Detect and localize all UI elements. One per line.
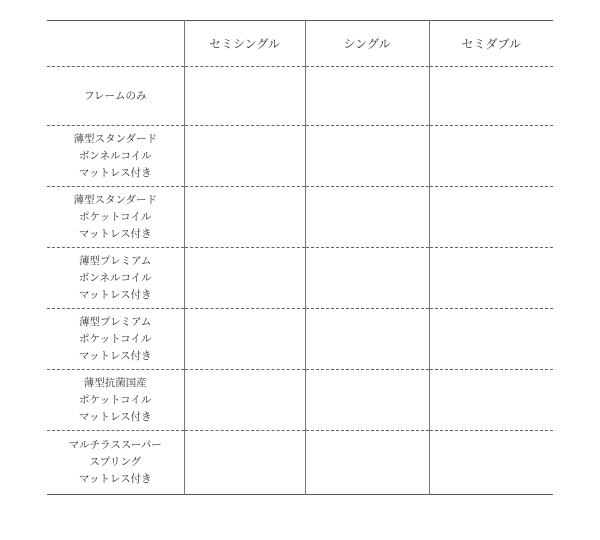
table-cell <box>305 248 429 309</box>
table-cell <box>305 431 429 495</box>
table-cell <box>184 370 305 431</box>
table-cell <box>305 370 429 431</box>
header-semi-double: セミダブル <box>429 21 553 67</box>
table-cell <box>429 248 553 309</box>
table-cell <box>184 431 305 495</box>
header-single: シングル <box>305 21 429 67</box>
table-row <box>47 187 553 248</box>
row-label-line: マットレス付き <box>78 349 152 362</box>
row-label-line: マットレス付き <box>78 410 152 423</box>
row-label-line: マットレス付き <box>78 166 152 179</box>
row-label-line: ボンネルコイル <box>78 149 152 162</box>
table-cell <box>305 67 429 126</box>
table-cell <box>429 370 553 431</box>
row-label-line: ボンネルコイル <box>78 271 152 284</box>
table-cell <box>184 187 305 248</box>
row-label <box>47 187 184 248</box>
table-row <box>47 370 553 431</box>
row-label-line: 薄型プレミアム <box>79 315 152 328</box>
table-cell <box>184 126 305 187</box>
table-row <box>47 248 553 309</box>
row-label-line: 薄型スタンダード <box>73 132 158 145</box>
row-label-line: マットレス付き <box>78 473 152 485</box>
table-cell <box>305 187 429 248</box>
table-cell <box>429 309 553 370</box>
table-cell <box>429 431 553 495</box>
header-semi-single: セミシングル <box>184 21 305 67</box>
bed-size-table <box>47 20 553 495</box>
header-corner-cell <box>47 21 184 67</box>
table-cell <box>184 67 305 126</box>
table-cell <box>305 126 429 187</box>
row-label-line: 薄型プレミアム <box>79 254 152 267</box>
table-cell <box>305 309 429 370</box>
row-label-line: ポケットコイル <box>79 210 152 223</box>
row-label <box>47 248 184 309</box>
row-label <box>47 126 184 187</box>
table-cell <box>429 187 553 248</box>
row-label <box>47 67 184 126</box>
row-label <box>47 431 184 495</box>
table-cell <box>429 126 553 187</box>
row-label-line: 薄型スタンダード <box>73 193 158 206</box>
row-label <box>47 370 184 431</box>
row-label-line: フレームのみ <box>83 89 147 102</box>
table-row <box>47 126 553 187</box>
row-label-line: マットレス付き <box>78 288 152 301</box>
row-label-line: スプリング <box>89 456 142 468</box>
row-label-line: ポケットコイル <box>79 332 152 345</box>
row-label-line: マルチラススーパー <box>68 439 162 451</box>
table-row <box>47 67 553 126</box>
table-cell <box>184 248 305 309</box>
row-label <box>47 309 184 370</box>
row-label-line: ポケットコイル <box>79 393 152 406</box>
row-label-line: マットレス付き <box>78 227 152 240</box>
table-cell <box>429 67 553 126</box>
row-label-line: 薄型抗菌国産 <box>83 376 147 389</box>
table-cell <box>184 309 305 370</box>
table-row <box>47 431 553 495</box>
table-row <box>47 309 553 370</box>
header-row <box>47 21 553 67</box>
